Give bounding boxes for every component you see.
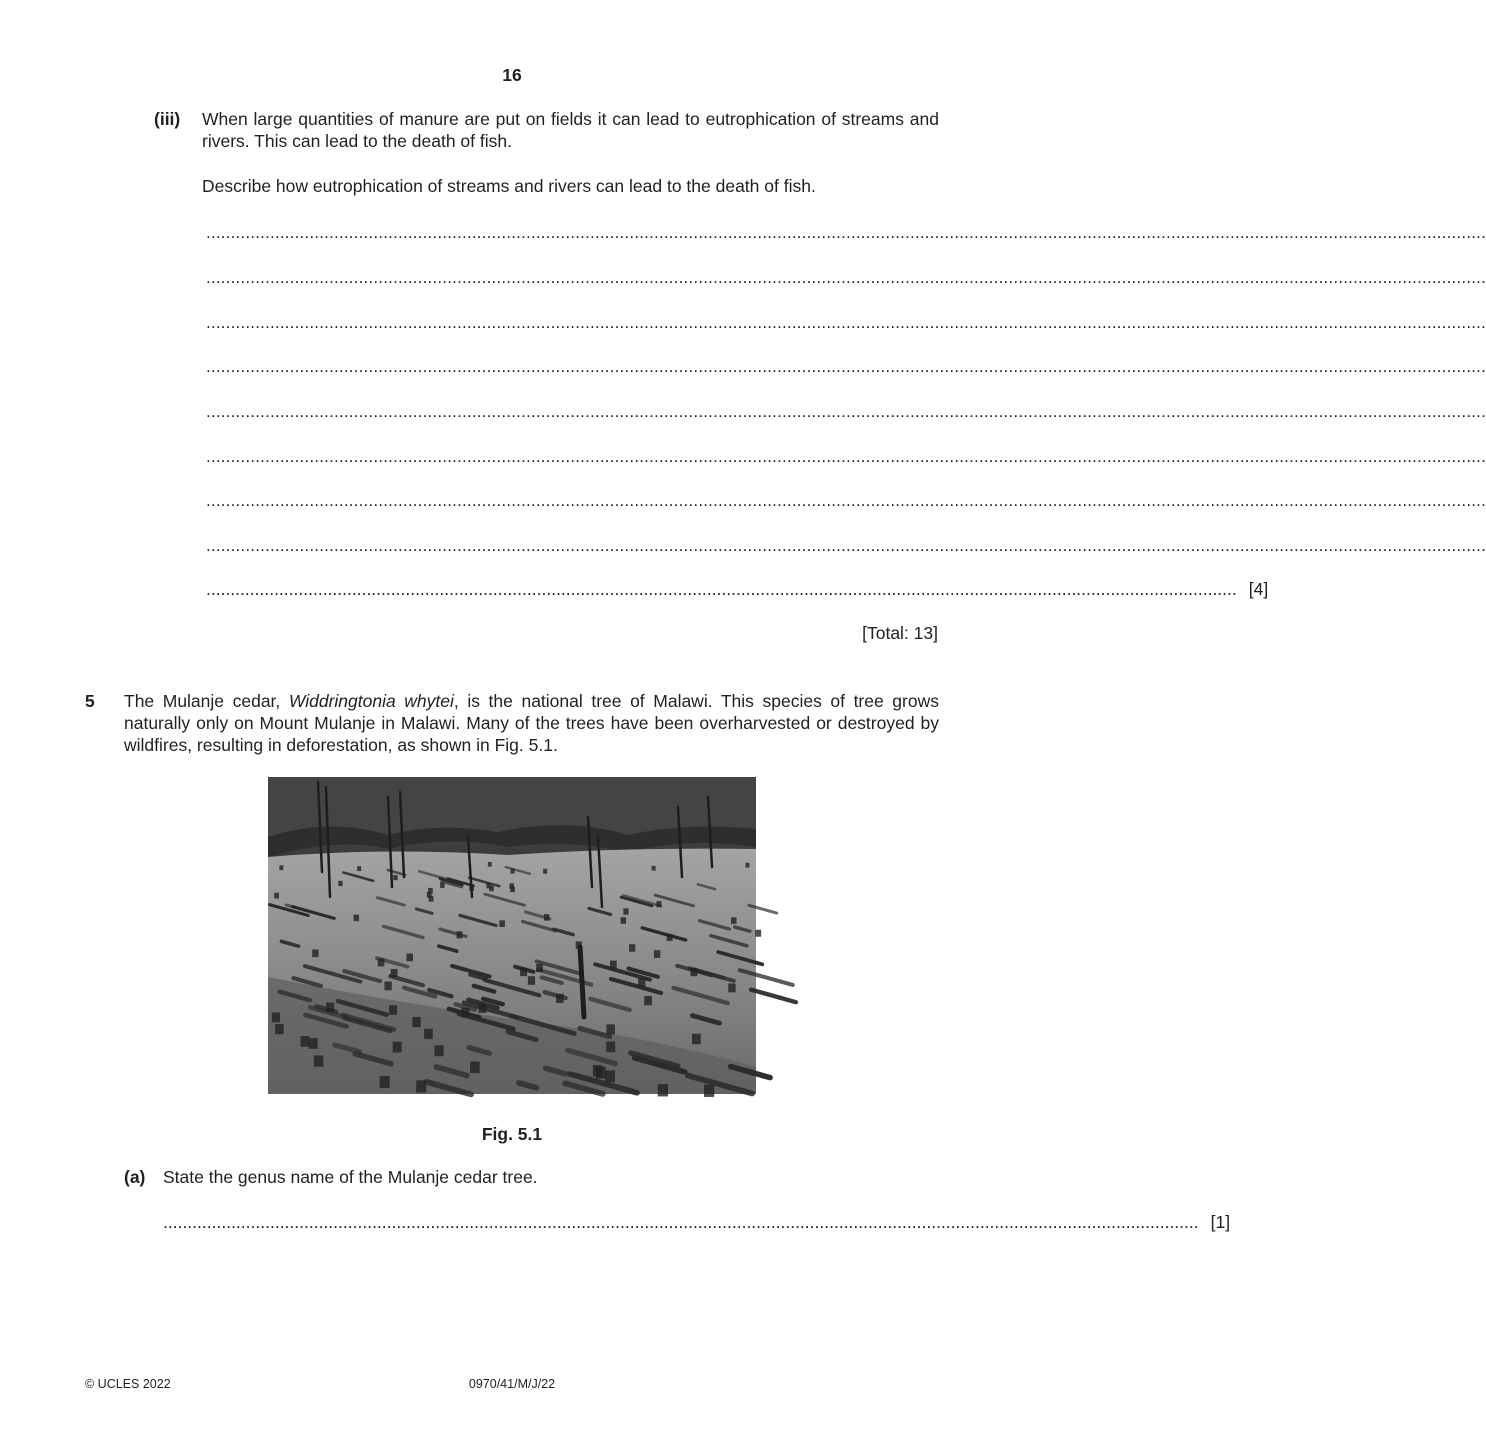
question-prompt: Describe how eutrophication of streams and rivers can lead to the death of fish.: [202, 176, 816, 196]
answer-line[interactable]: [163, 1211, 1231, 1233]
figure-caption: Fig. 5.1: [481, 1124, 543, 1144]
species-name: Widdringtonia whytei: [288, 691, 454, 711]
question-intro: [124, 690, 939, 756]
answer-line[interactable]: ....................................................................................................................................................................................................................................................................: [206, 447, 1486, 466]
total-marks: [Total: 13]: [862, 623, 938, 643]
question-part-label: (iii): [154, 109, 181, 129]
answer-line[interactable]: ....................................................................................................................................................................................................................................................................: [206, 268, 1486, 287]
answer-line[interactable]: ....................................................................................................................................................................................................................................................................: [206, 491, 1486, 510]
intro-text-end: , is the national tree of Malawi. This species of tree grows naturally only on Mount Mulanje in Malawi. Many of the trees have been overharvested or destroyed by wildfires, resulting in deforestation, as shown in Fig. 5.1.: [124, 691, 939, 755]
question-text: When large quantities of manure are put on fields it can lead to eutrophication of streams and rivers. This can lead to the death of fish.: [202, 109, 939, 151]
question-part-label: (a): [124, 1167, 146, 1187]
dotted-answer-line: ....................................................................................................................................................................................................................: [206, 579, 1237, 599]
answer-line[interactable]: ....................................................................................................................................................................................................................................................................: [206, 402, 1486, 421]
question-number: 5: [85, 691, 95, 711]
answer-line[interactable]: ....................................................................................................................................................................................................................................................................: [206, 536, 1486, 555]
answer-line-last[interactable]: [206, 578, 1269, 600]
mark-allocation: [1]: [1210, 1212, 1231, 1232]
intro-text-start: The Mulanje cedar,: [124, 691, 289, 711]
answer-line[interactable]: ....................................................................................................................................................................................................................................................................: [206, 313, 1486, 332]
deforestation-photo: [268, 777, 756, 1094]
mark-allocation: [4]: [1248, 579, 1269, 599]
answer-line[interactable]: ....................................................................................................................................................................................................................................................................: [206, 223, 1486, 242]
answer-line[interactable]: ....................................................................................................................................................................................................................................................................: [206, 357, 1486, 376]
page-number: 16: [502, 65, 522, 85]
copyright: © UCLES 2022: [85, 1377, 171, 1391]
dotted-answer-line: .....................................................................................................................................................................................................................: [163, 1212, 1199, 1232]
paper-code: 0970/41/M/J/22: [468, 1377, 556, 1391]
question-text: State the genus name of the Mulanje cedar tree.: [163, 1167, 538, 1187]
